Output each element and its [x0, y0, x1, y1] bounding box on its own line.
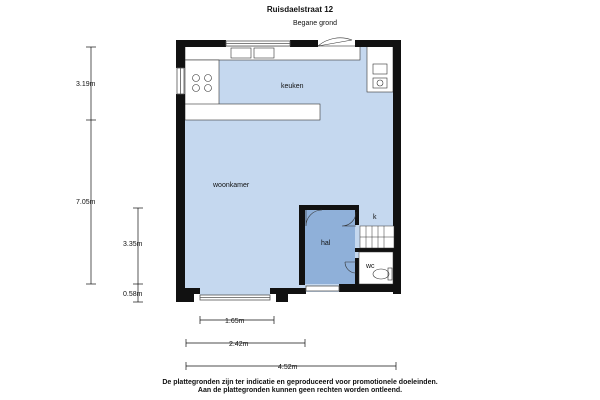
room-label-storage: k	[373, 214, 377, 221]
counter-left	[185, 60, 219, 106]
address-title: Ruisdaelstraat 12	[266, 5, 334, 14]
disclaimer	[0, 379, 600, 395]
counter-island	[185, 104, 320, 120]
counter-right	[367, 46, 393, 92]
dim-hall-depth: 3.35m	[123, 241, 143, 248]
dim-kitchen-depth: 3.19m	[76, 81, 96, 88]
stairs-icon	[360, 226, 394, 248]
dim-inner-width: 2.42m	[229, 341, 249, 348]
room-label-living: woonkamer	[213, 182, 250, 189]
floor-title: Begane grond	[293, 20, 337, 27]
horizontal-dimensions	[186, 316, 396, 370]
room-label-hall: hal	[321, 240, 331, 247]
disclaimer-line-1: De plattegronden zijn ter indicatie en geproduceerd voor promotionele doeleinden.	[162, 379, 438, 386]
dim-total-width: 4.52m	[278, 364, 298, 371]
dim-bay-depth: 0.58m	[123, 291, 143, 298]
dim-living-depth: 7.05m	[76, 199, 96, 206]
door-kitchen-icon	[318, 38, 352, 46]
hall-floor	[305, 210, 355, 284]
room-label-kitchen: keuken	[281, 83, 304, 90]
wc-room	[359, 252, 393, 284]
disclaimer-line-2: Aan de plattegronden kunnen geen rechten worden ontleend.	[197, 387, 403, 394]
window-hall-icon	[306, 286, 339, 291]
room-label-wc: wc	[366, 263, 375, 270]
dim-bay-width: 1.65m	[225, 318, 245, 325]
